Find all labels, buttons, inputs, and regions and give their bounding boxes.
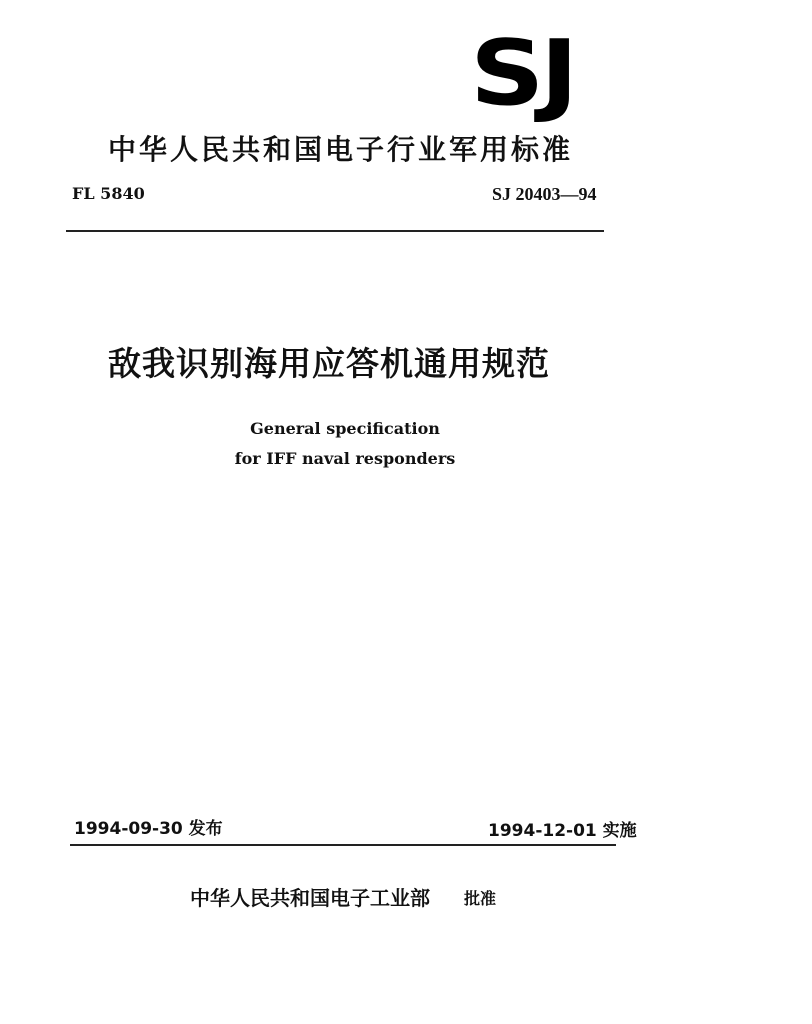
- approving-authority: 中华人民共和国电子工业部: [190, 886, 430, 910]
- issue-label: 发布: [188, 819, 223, 839]
- standard-number: SJ 20403—94: [492, 184, 597, 204]
- header-divider: [66, 230, 604, 232]
- title-en-line1: General specification: [250, 419, 440, 438]
- title-en-line2: for IFF naval responders: [234, 449, 456, 468]
- sj-logo: SJ: [470, 21, 574, 126]
- effective-date-block: [488, 816, 637, 841]
- document-title-zh: 敌我识别海用应答机通用规范: [108, 344, 550, 383]
- issue-date: 1994-09-30: [74, 819, 183, 839]
- footer-divider: [70, 844, 616, 846]
- classification-code: FL 5840: [72, 184, 145, 203]
- effective-label: 实施: [602, 821, 637, 841]
- issuing-standard-category: 中华人民共和国电子行业军用标准: [108, 133, 574, 166]
- approve-label: 批准: [464, 889, 497, 908]
- effective-date: 1994-12-01: [488, 821, 597, 841]
- issue-date-block: [74, 814, 223, 839]
- document-title-en: [200, 414, 490, 474]
